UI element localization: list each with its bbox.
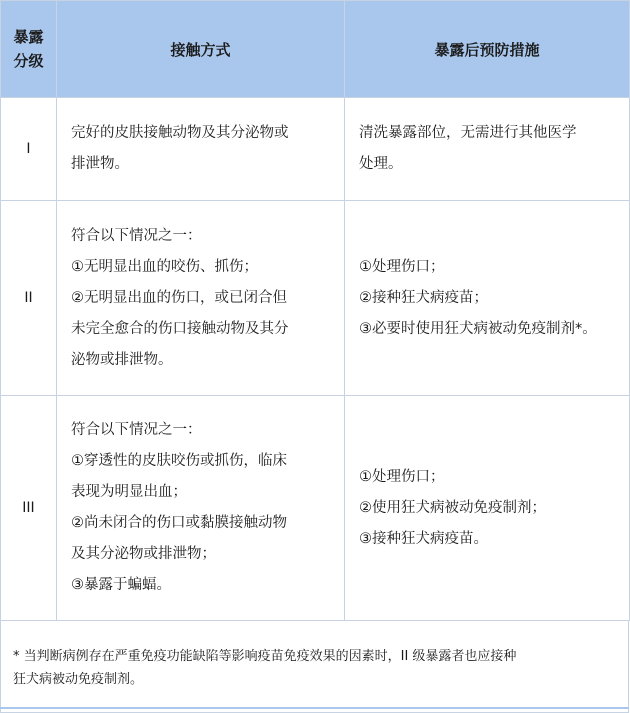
table-row-grade-1 (1, 98, 630, 201)
grade-cell: III (1, 396, 57, 621)
measures-line: ③接种狂犬病疫苗。 (359, 530, 488, 547)
measures-line: 处理。 (359, 156, 403, 172)
header-grade-line1: 暴露 (13, 28, 44, 46)
contact-line: 泌物或排泄物。 (71, 351, 173, 368)
measures-line: ②使用狂犬病被动免疫制剂； (359, 499, 546, 516)
measures-line: ②接种狂犬病疫苗； (359, 289, 488, 306)
contact-cell (57, 98, 345, 201)
contact-line: 符合以下情况之一： (71, 422, 202, 438)
contact-line: ②无明显出血的伤口，或已闭合但 (71, 289, 287, 306)
contact-line: 表现为明显出血； (71, 484, 187, 500)
measures-line: ①处理伤口； (359, 258, 445, 275)
contact-line: 及其分泌物或排泄物； (71, 546, 216, 562)
contact-line: ①无明显出血的咬伤、抓伤； (71, 258, 258, 275)
table-header-row (1, 1, 630, 98)
footnote-line: * 当判断病例存在严重免疫功能缺陷等影响疫苗免疫效果的因素时，II 级暴露者也应接种 (13, 649, 517, 664)
footnote-line: 狂犬病被动免疫制剂。 (13, 672, 144, 687)
measures-cell (345, 201, 630, 396)
contact-cell (57, 396, 345, 621)
measures-line: ③必要时使用狂犬病被动免疫制剂*。 (359, 320, 597, 337)
measures-line: 清洗暴露部位，无需进行其他医学 (359, 125, 577, 141)
measures-cell (345, 396, 630, 621)
contact-line: 未完全愈合的伤口接触动物及其分 (71, 320, 289, 337)
header-exposure-grade (1, 1, 57, 98)
contact-cell (57, 201, 345, 396)
contact-line: ③暴露于蝙蝠。 (71, 577, 171, 593)
contact-line: 排泄物。 (71, 156, 129, 172)
header-post-exposure-measures: 暴露后预防措施 (345, 1, 630, 98)
grade-cell: I (1, 98, 57, 201)
contact-line: ②尚未闭合的伤口或黏膜接触动物 (71, 515, 287, 531)
contact-line: 符合以下情况之一： (71, 227, 202, 244)
table-row-grade-2 (1, 201, 630, 396)
contact-line: ①穿透性的皮肤咬伤或抓伤，临床 (71, 453, 287, 469)
grade-cell: II (1, 201, 57, 396)
footnote (0, 621, 629, 713)
header-grade-line2: 分级 (13, 52, 44, 70)
contact-line: 完好的皮肤接触动物及其分泌物或 (71, 125, 289, 141)
header-contact-method: 接触方式 (57, 1, 345, 98)
table-row-grade-3 (1, 396, 630, 621)
measures-cell (345, 98, 630, 201)
measures-line: ①处理伤口； (359, 468, 445, 485)
